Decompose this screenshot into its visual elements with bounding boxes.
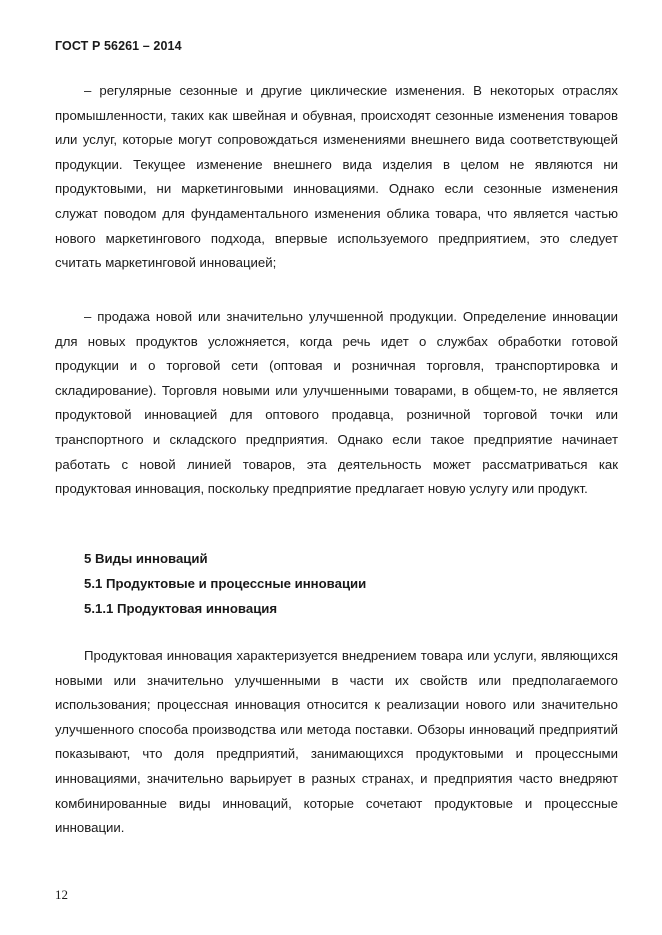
paragraph-sales-new-products: – продажа новой или значительно улучшенной продукции. Определение инновации для новых продуктов усложняется, когда речь идет о службах обработки готовой продукции и о торговой сети (оптовая и розничная торговля, транспортировка и складирование). Торговля новыми или улучшенными товарами, в общем-то, не является продуктовой инновацией для оптового продавца, розничной торговой точки или транспортного и складского предприятия. Однако если такое предприятие начинает работать с новой линией товаров, эта деятельность может рассматриваться как продуктовая инновация, поскольку предприятие предлагает новую услугу или продукт. — [55, 309, 618, 497]
heading-section-5-1: 5.1 Продуктовые и процессные инновации — [84, 576, 367, 591]
standard-code-header: ГОСТ Р 56261 – 2014 — [55, 39, 182, 53]
heading-section-5: 5 Виды инноваций — [84, 551, 208, 566]
heading-section-5-1-1: 5.1.1 Продуктовая инновация — [84, 601, 278, 616]
paragraph-product-innovation: Продуктовая инновация характеризуется внедрением товара или услуги, являющихся новыми или значительно улучшенными в части их свойств или предполагаемого использования; процессная инновация относится к реализации нового или значительно улучшенного способа производства или метода поставки. Обзоры инноваций предприятий показывают, что доля предприятий, занимающихся продуктовыми и процессными инновациями, значительно варьирует в разных странах, и предприятия часто внедряют комбинированные виды инноваций, которые сочетают продуктовые и процессные инновации. — [55, 648, 618, 836]
page-number: 12 — [55, 887, 68, 902]
paragraph-seasonal-changes: – регулярные сезонные и другие циклические изменения. В некоторых отраслях промышленности, таких как швейная и обувная, происходят сезонные изменения товаров или услуг, которые могут сопровождаться изменениями внешнего вида соответствующей продукции. Текущее изменение внешнего вида изделия в целом не являются ни продуктовыми, ни маркетинговыми инновациями. Однако если сезонные изменения служат поводом для фундаментального изменения облика товара, что является частью нового маркетингового подхода, впервые используемого предприятием, это следует считать маркетинговой инновацией; — [55, 83, 618, 271]
